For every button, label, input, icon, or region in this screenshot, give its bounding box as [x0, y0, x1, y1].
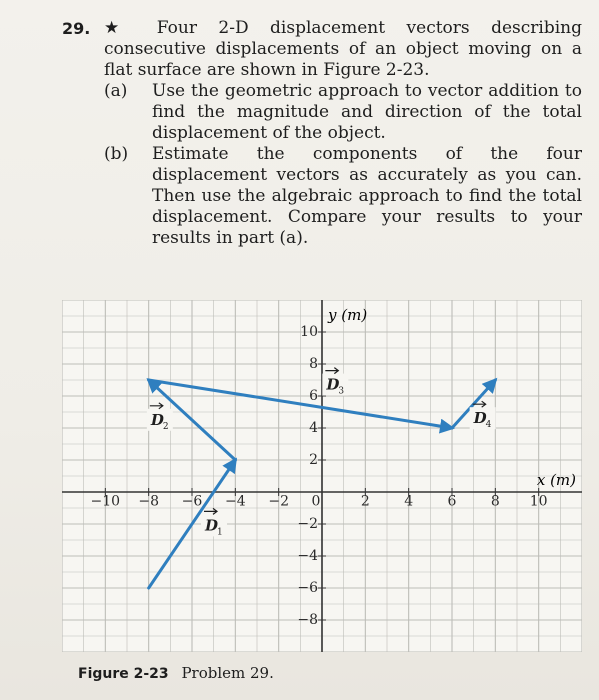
- figure-2-23: [62, 300, 582, 656]
- problem-number: 29.: [62, 19, 91, 38]
- y-tick-label: −6: [297, 580, 318, 596]
- problem-lead: [104, 18, 582, 81]
- y-tick-label: 6: [309, 388, 318, 404]
- caption-text: Problem 29.: [181, 664, 274, 682]
- x-tick-label: 6: [447, 493, 457, 510]
- part-a: [104, 81, 582, 144]
- x-tick-label: 0: [311, 493, 321, 510]
- y-tick-label: −2: [297, 516, 318, 532]
- y-tick-label: 2: [309, 452, 318, 468]
- x-tick-label: 2: [360, 493, 370, 510]
- vector-label-subscript: 4: [485, 420, 492, 431]
- vector-label-letter: D: [326, 375, 340, 394]
- part-a-text: Use the geometric approach to vector addition to find the magnitude and direction of the total displacement of the object.: [152, 81, 582, 143]
- y-tick-label: 8: [309, 356, 318, 372]
- vector-plot: [62, 300, 582, 652]
- x-tick-label: −10: [90, 493, 121, 510]
- vector-label-letter: D: [205, 516, 219, 535]
- part-b-label: (b): [104, 144, 129, 164]
- problem-lead-text: Four 2-D displacement vectors describing consecutive displacements of an object moving on a flat surface are shown in Figure 2-23.: [104, 18, 582, 80]
- problem-29: [62, 18, 582, 249]
- x-tick-label: −8: [138, 493, 159, 510]
- x-tick-label: −2: [268, 493, 289, 510]
- y-tick-label: 4: [309, 420, 318, 436]
- y-tick-label: −8: [297, 612, 318, 628]
- vector-label-subscript: 1: [217, 527, 223, 538]
- vector-label-subscript: 2: [162, 421, 169, 432]
- vector-label-subscript: 3: [338, 386, 345, 397]
- x-tick-label: 8: [490, 493, 500, 510]
- part-a-label: (a): [104, 81, 128, 101]
- part-b-text: Estimate the components of the four displacement vectors as accurately as you can. Then use the algebraic approach to find the total displacement. Compare your results to your results in part (a).: [152, 144, 582, 248]
- y-tick-label: 10: [300, 324, 318, 340]
- part-b: [104, 144, 582, 249]
- y-tick-label: −4: [297, 548, 318, 564]
- vector-label-letter: D: [473, 409, 487, 428]
- x-tick-label: 4: [404, 493, 414, 510]
- x-tick-label: 10: [529, 493, 548, 510]
- figure-caption: [78, 664, 274, 682]
- y-axis-label: y (m): [328, 306, 368, 324]
- figure-label: Figure 2-23: [78, 666, 169, 682]
- x-tick-label: −4: [225, 493, 246, 510]
- vector-label-letter: D: [150, 410, 164, 429]
- star-icon: ★: [104, 18, 136, 38]
- x-tick-label: −6: [181, 493, 203, 510]
- x-axis-label: x (m): [536, 471, 576, 489]
